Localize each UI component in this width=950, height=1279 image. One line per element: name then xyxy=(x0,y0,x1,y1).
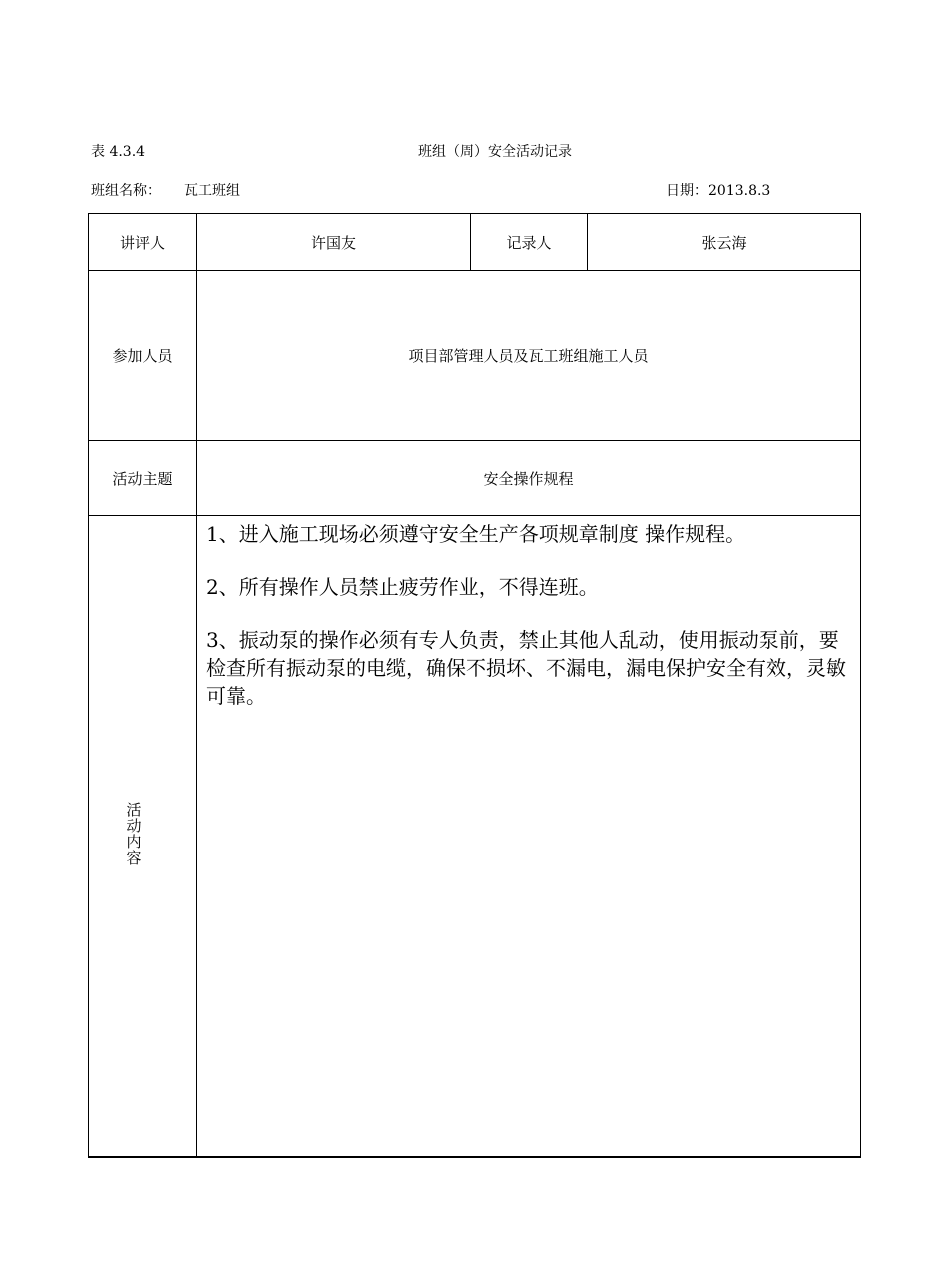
content-item: 1、进入施工现场必须遵守安全生产各项规章制度 操作规程。 xyxy=(206,522,746,546)
form-number: 表 4.3.4 xyxy=(91,144,146,160)
recorder-label: 记录人 xyxy=(506,233,552,252)
team-name-label: 班组名称： xyxy=(91,183,161,199)
participants-label: 参加人员 xyxy=(112,347,173,365)
content-body xyxy=(206,520,854,735)
content-item: 3、振动泵的操作必须有专人负责，禁止其他人乱动，使用振动泵前，要检查所有振动泵的电缆，确保不损坏、不漏电，漏电保护安全有效，灵敏可靠。 xyxy=(206,628,846,708)
topic-value: 安全操作规程 xyxy=(483,469,574,488)
form-title: 班组（周）安全活动记录 xyxy=(418,144,572,160)
recorder-value: 张云海 xyxy=(701,233,747,252)
content-item: 2、所有操作人员禁止疲劳作业，不得连班。 xyxy=(206,575,599,599)
content-label: 活动内容 xyxy=(126,801,142,867)
reviewer-label: 讲评人 xyxy=(119,233,165,252)
reviewer-value: 许国友 xyxy=(310,233,356,252)
date-field: 日期：2013.8.3 xyxy=(666,183,771,199)
topic-label: 活动主题 xyxy=(112,469,173,488)
table-border-bottom xyxy=(88,1156,861,1158)
participants-value: 项目部管理人员及瓦工班组施工人员 xyxy=(408,347,649,365)
table-border-right xyxy=(860,213,861,1158)
team-name-value: 瓦工班组 xyxy=(184,183,240,199)
row-divider xyxy=(88,515,861,516)
